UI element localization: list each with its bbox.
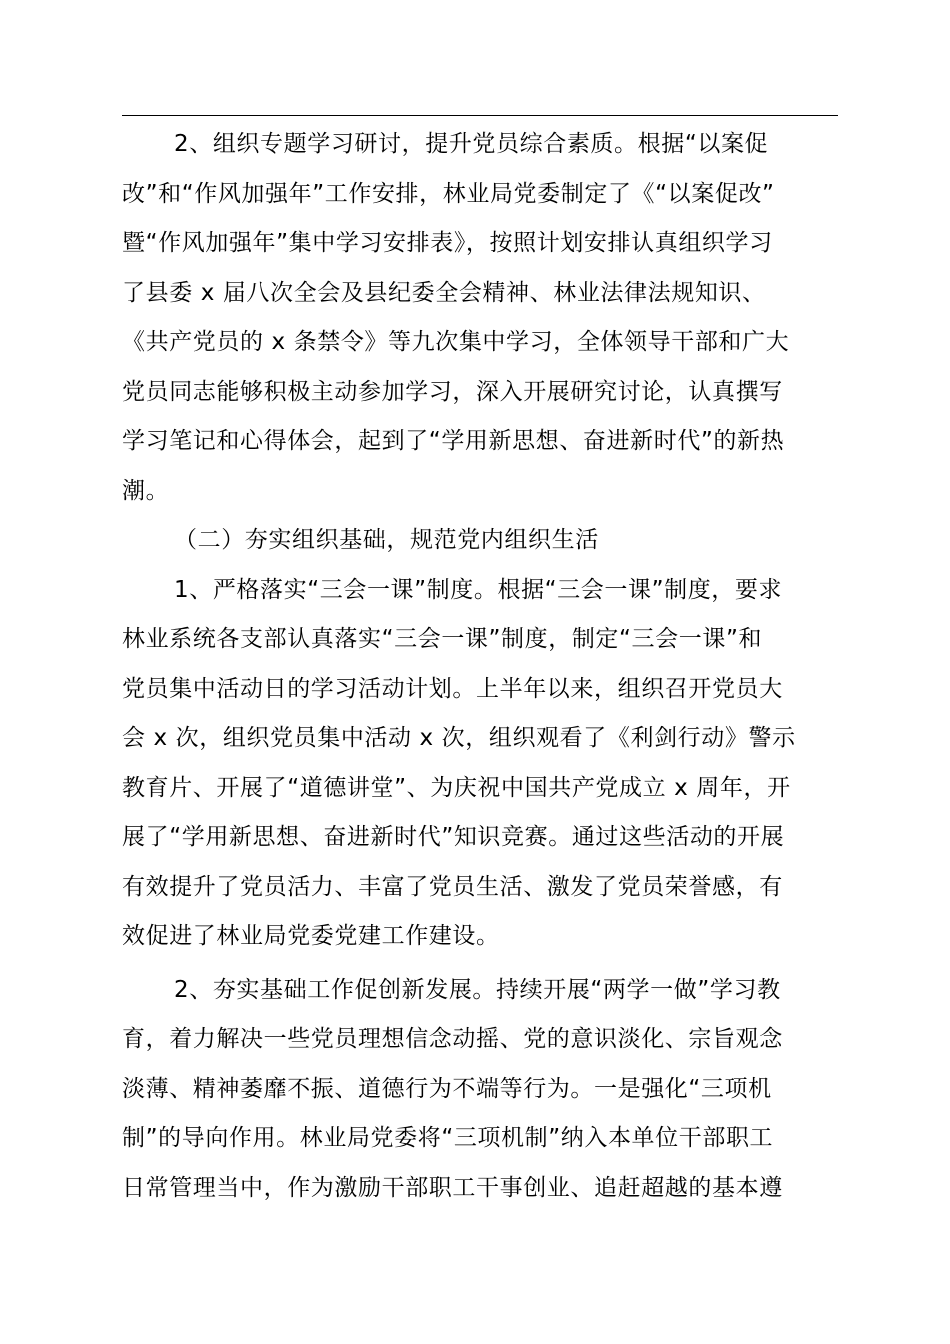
text-line: 《共产党员的 x 条禁令》等九次集中学习，全体领导干部和广大 (122, 329, 790, 355)
paragraph-study-seminar (122, 120, 838, 516)
text-line: 暨“作风加强年”集中学习安排表》，按照计划安排认真组织学习 (122, 230, 773, 256)
text-line: 党员集中活动日的学习活动计划。上半年以来，组织召开党员大 (122, 675, 783, 702)
text-line: 党员同志能够积极主动参加学习，深入开展研究讨论，认真撰写 (122, 378, 783, 405)
text-line: 制”的导向作用。林业局党委将“三项机制”纳入本单位干部职工 (122, 1125, 774, 1151)
paragraph-three-meetings (122, 566, 838, 962)
text-line: 改”和“作风加强年”工作安排，林业局党委制定了《“以案促改” (122, 180, 775, 207)
text-line: 效促进了林业局党委党建工作建设。 (122, 923, 500, 949)
section-heading: （二）夯实组织基础，规范党内组织生活 (174, 527, 599, 553)
text-line: 会 x 次，组织党员集中活动 x 次，组织观看了《利剑行动》警示 (122, 725, 796, 751)
text-line: 了县委 x 届八次全会及县纪委全会精神、林业法律法规知识、 (122, 279, 766, 306)
text-line: 育，着力解决一些党员理想信念动摇、党的意识淡化、宗旨观念 (122, 1026, 783, 1052)
text-line: 教育片、开展了“道德讲堂”、为庆祝中国共产党成立 x 周年，开 (122, 774, 791, 801)
text-line: 林业系统各支部认真落实“三会一课”制度，制定“三会一课”和 (122, 626, 763, 652)
text-line: 1、严格落实“三会一课”制度。根据“三会一课”制度，要求 (174, 576, 783, 603)
text-line: 学习笔记和心得体会，起到了“学用新思想、奋进新时代”的新热 (122, 428, 785, 454)
header-rule (122, 115, 838, 116)
text-line: 有效提升了党员活力、丰富了党员生活、激发了党员荣誉感，有 (122, 873, 783, 900)
text-line: 2、组织专题学习研讨，提升党员综合素质。根据“以案促 (174, 131, 769, 157)
document-body (122, 120, 838, 1213)
text-line: 淡薄、精神萎靡不振、道德行为不端等行为。一是强化“三项机 (122, 1075, 772, 1102)
paragraph-foundation-work (122, 966, 838, 1214)
text-line: 展了“学用新思想、奋进新时代”知识竞赛。通过这些活动的开展 (122, 824, 785, 850)
text-line: 2、夯实基础工作促创新发展。持续开展“两学一做”学习教 (174, 976, 781, 1003)
text-line: 潮。 (122, 477, 170, 504)
text-line: 日常管理当中，作为激励干部职工干事创业、追赶超越的基本遵 (122, 1174, 783, 1201)
